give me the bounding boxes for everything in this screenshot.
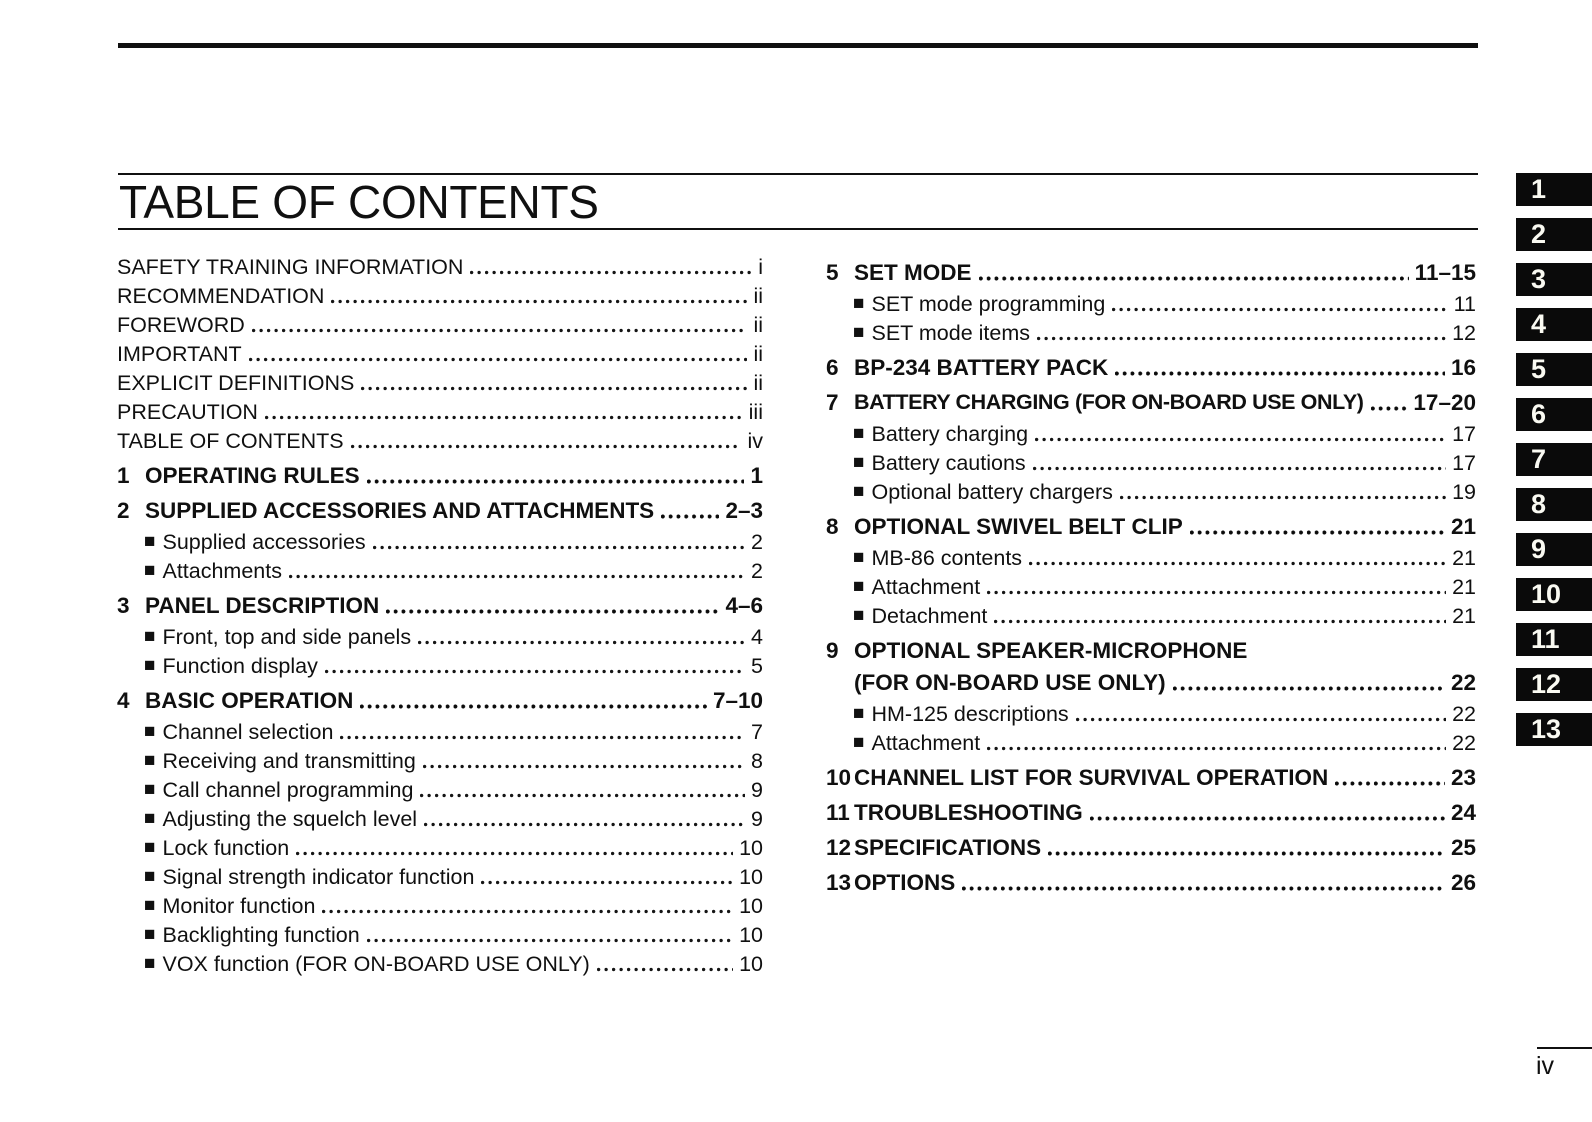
toc-subentry xyxy=(826,571,1476,600)
toc-subentry xyxy=(117,621,763,650)
bullet-square-icon: ■ xyxy=(144,808,156,829)
entry-label: FOREWORD xyxy=(117,313,245,337)
entry-label: OPTIONS xyxy=(854,870,956,895)
toc-subentry xyxy=(117,526,763,555)
toc-subentry xyxy=(117,650,763,679)
entry-page-number: 9 xyxy=(751,778,763,802)
dot-leader xyxy=(1371,406,1408,411)
dot-leader xyxy=(1120,495,1446,500)
dot-leader xyxy=(386,609,719,614)
bullet-square-icon: ■ xyxy=(144,866,156,887)
entry-label: RECOMMENDATION xyxy=(117,284,325,308)
entry-page-number: ii xyxy=(753,284,763,308)
entry-page-number: 21 xyxy=(1450,514,1476,539)
entry-label: TABLE OF CONTENTS xyxy=(117,429,344,453)
entry-page-number: 4–6 xyxy=(725,593,763,618)
dot-leader xyxy=(351,444,742,449)
entry-page-number: 7–10 xyxy=(712,688,763,713)
toc-front-entry xyxy=(117,280,763,309)
dot-leader xyxy=(1190,530,1445,535)
entry-page-number: 23 xyxy=(1450,765,1476,790)
dot-leader xyxy=(1035,437,1446,442)
toc-section-entry xyxy=(826,831,1476,861)
toc-section-entry xyxy=(117,459,763,489)
dot-leader xyxy=(1037,336,1446,341)
dot-leader xyxy=(1112,307,1447,312)
toc-subentry xyxy=(117,716,763,745)
bullet-square-icon: ■ xyxy=(853,605,865,626)
entry-page-number: 11–15 xyxy=(1414,260,1476,285)
entry-page-number: 26 xyxy=(1450,870,1476,895)
entry-label: SAFETY TRAINING INFORMATION xyxy=(117,255,464,279)
entry-page-number: 10 xyxy=(739,836,763,860)
entry-page-number: 2–3 xyxy=(725,498,763,523)
bullet-square-icon: ■ xyxy=(853,322,865,343)
dot-leader xyxy=(252,328,748,333)
section-number: 11 xyxy=(826,800,850,825)
bullet-square-icon: ■ xyxy=(853,547,865,568)
toc-subentry xyxy=(117,861,763,890)
entry-page-number: 10 xyxy=(739,894,763,918)
bullet-square-icon: ■ xyxy=(144,626,156,647)
entry-label: MB-86 contents xyxy=(871,546,1023,570)
entry-page-number: 22 xyxy=(1450,670,1476,695)
dot-leader xyxy=(1335,781,1445,786)
entry-page-number: 5 xyxy=(751,654,763,678)
section-number: 3 xyxy=(117,593,130,618)
entry-label: CHANNEL LIST FOR SURVIVAL OPERATION xyxy=(854,765,1329,790)
section-number: 9 xyxy=(826,638,839,663)
entry-label: BASIC OPERATION xyxy=(145,688,354,713)
entry-page-number: iv xyxy=(747,429,763,453)
toc-section-entry xyxy=(826,796,1476,826)
dot-leader xyxy=(597,967,733,972)
dot-leader xyxy=(296,851,733,856)
entry-label: OPERATING RULES xyxy=(145,463,360,488)
toc-subentry xyxy=(117,919,763,948)
bullet-square-icon: ■ xyxy=(144,895,156,916)
entry-label: OPTIONAL SPEAKER-MICROPHONE xyxy=(854,638,1248,663)
bullet-square-icon: ■ xyxy=(144,779,156,800)
toc-subentry xyxy=(117,745,763,774)
footer-rule xyxy=(1537,1047,1592,1049)
entry-label: BATTERY CHARGING (FOR ON-BOARD USE ONLY) xyxy=(854,390,1364,414)
chapter-tab-4: 4 xyxy=(1516,308,1592,341)
dot-leader xyxy=(661,514,719,519)
chapter-tab-6: 6 xyxy=(1516,398,1592,431)
entry-label: Lock function xyxy=(162,836,290,860)
dot-leader xyxy=(340,735,745,740)
page-top-rule xyxy=(118,43,1478,48)
bullet-square-icon: ■ xyxy=(144,953,156,974)
dot-leader xyxy=(470,270,752,275)
dot-leader xyxy=(361,386,747,391)
bullet-square-icon: ■ xyxy=(144,837,156,858)
entry-label: Call channel programming xyxy=(162,778,414,802)
bullet-square-icon: ■ xyxy=(144,924,156,945)
entry-label: OPTIONAL SWIVEL BELT CLIP xyxy=(854,514,1183,539)
section-number: 2 xyxy=(117,498,130,523)
toc-subentry xyxy=(117,555,763,584)
entry-page-number: 22 xyxy=(1452,731,1476,755)
section-number: 12 xyxy=(826,835,852,860)
dot-leader xyxy=(249,357,748,362)
entry-page-number: i xyxy=(758,255,763,279)
entry-page-number: 21 xyxy=(1452,604,1476,628)
section-number: 10 xyxy=(826,765,852,790)
entry-label: Monitor function xyxy=(162,894,316,918)
chapter-tab-2: 2 xyxy=(1516,218,1592,251)
toc-front-entry xyxy=(117,309,763,338)
chapter-tab-5: 5 xyxy=(1516,353,1592,386)
entry-label: Receiving and transmitting xyxy=(162,749,416,773)
section-number: 5 xyxy=(826,260,839,285)
bullet-square-icon: ■ xyxy=(144,560,156,581)
dot-leader xyxy=(1115,371,1445,376)
chapter-tab-3: 3 xyxy=(1516,263,1592,296)
entry-label: Attachments xyxy=(162,559,282,583)
toc-subentry xyxy=(826,542,1476,571)
entry-label: SUPPLIED ACCESSORIES AND ATTACHMENTS xyxy=(145,498,655,523)
section-number: 8 xyxy=(826,514,839,539)
dot-leader xyxy=(418,640,745,645)
entry-label: Attachment xyxy=(871,575,981,599)
entry-page-number: 10 xyxy=(739,923,763,947)
chapter-tab-9: 9 xyxy=(1516,533,1592,566)
entry-label: Function display xyxy=(162,654,318,678)
toc-section-entry xyxy=(826,386,1476,416)
entry-page-number: 11 xyxy=(1453,292,1476,316)
toc-front-entry xyxy=(117,425,763,454)
bullet-square-icon: ■ xyxy=(853,452,865,473)
entry-label: IMPORTANT xyxy=(117,342,242,366)
dot-leader xyxy=(373,545,745,550)
entry-page-number: ii xyxy=(753,313,763,337)
entry-label: Battery charging xyxy=(871,422,1029,446)
toc-front-entry xyxy=(117,367,763,396)
toc-subentry xyxy=(826,418,1476,447)
entry-page-number: 7 xyxy=(751,720,763,744)
toc-section-entry xyxy=(826,634,1476,664)
entry-page-number: 1 xyxy=(750,463,763,488)
page-title: TABLE OF CONTENTS xyxy=(119,176,599,228)
entry-page-number: 19 xyxy=(1452,480,1476,504)
chapter-tab-11: 11 xyxy=(1516,623,1592,656)
entry-page-number: 8 xyxy=(751,749,763,773)
toc-front-entry xyxy=(117,338,763,367)
dot-leader xyxy=(1048,851,1445,856)
entry-label: SET mode programming xyxy=(871,292,1106,316)
entry-page-number: 21 xyxy=(1452,546,1476,570)
dot-leader xyxy=(987,746,1446,751)
dot-leader xyxy=(420,793,745,798)
page-number: iv xyxy=(1536,1052,1555,1080)
entry-label: TROUBLESHOOTING xyxy=(854,800,1083,825)
entry-label: Adjusting the squelch level xyxy=(162,807,418,831)
section-number: 13 xyxy=(826,870,852,895)
dot-leader xyxy=(1033,466,1446,471)
entry-page-number: 10 xyxy=(739,865,763,889)
toc-section-entry xyxy=(117,589,763,619)
dot-leader xyxy=(1173,686,1445,691)
entry-label: EXPLICIT DEFINITIONS xyxy=(117,371,355,395)
toc-section-entry xyxy=(117,684,763,714)
dot-leader xyxy=(1076,717,1446,722)
entry-page-number: 2 xyxy=(751,530,763,554)
toc-section-entry xyxy=(826,351,1476,381)
dot-leader xyxy=(979,276,1409,281)
bullet-square-icon: ■ xyxy=(144,531,156,552)
dot-leader xyxy=(1029,561,1446,566)
bullet-square-icon: ■ xyxy=(853,703,865,724)
entry-page-number: 22 xyxy=(1452,702,1476,726)
chapter-tab-12: 12 xyxy=(1516,668,1592,701)
entry-page-number: iii xyxy=(748,400,763,424)
title-block xyxy=(118,173,1478,230)
toc-subentry xyxy=(117,948,763,977)
toc-subentry xyxy=(117,890,763,919)
entry-label: VOX function (FOR ON-BOARD USE ONLY) xyxy=(162,952,590,976)
entry-page-number: 16 xyxy=(1450,355,1476,380)
entry-label: SET MODE xyxy=(854,260,972,285)
dot-leader xyxy=(289,574,745,579)
entry-label: SPECIFICATIONS xyxy=(854,835,1042,860)
bullet-square-icon: ■ xyxy=(144,655,156,676)
dot-leader xyxy=(1090,816,1445,821)
dot-leader xyxy=(360,704,707,709)
entry-page-number: 17 xyxy=(1452,422,1476,446)
entry-page-number: 21 xyxy=(1452,575,1476,599)
entry-page-number: 12 xyxy=(1452,321,1476,345)
toc-column-left xyxy=(117,251,763,977)
toc-subentry xyxy=(826,727,1476,756)
toc-subentry xyxy=(826,288,1476,317)
entry-label: SET mode items xyxy=(871,321,1031,345)
dot-leader xyxy=(325,669,745,674)
toc-subentry xyxy=(826,476,1476,505)
chapter-tab-7: 7 xyxy=(1516,443,1592,476)
dot-leader xyxy=(367,938,733,943)
bullet-square-icon: ■ xyxy=(853,423,865,444)
chapter-tab-13: 13 xyxy=(1516,713,1592,746)
chapter-tab-1: 1 xyxy=(1516,173,1592,206)
entry-page-number: ii xyxy=(753,371,763,395)
bullet-square-icon: ■ xyxy=(853,576,865,597)
dot-leader xyxy=(481,880,733,885)
toc-column-right xyxy=(826,251,1476,898)
bullet-square-icon: ■ xyxy=(853,293,865,314)
entry-label: Channel selection xyxy=(162,720,334,744)
dot-leader xyxy=(424,822,745,827)
bullet-square-icon: ■ xyxy=(144,750,156,771)
entry-label: Attachment xyxy=(871,731,981,755)
entry-label: Signal strength indicator function xyxy=(162,865,475,889)
entry-label: HM-125 descriptions xyxy=(871,702,1069,726)
toc-section-entry xyxy=(117,494,763,524)
dot-leader xyxy=(265,415,743,420)
toc-subentry xyxy=(117,803,763,832)
section-number: 4 xyxy=(117,688,130,713)
entry-label: PANEL DESCRIPTION xyxy=(145,593,380,618)
entry-page-number: 25 xyxy=(1450,835,1476,860)
entry-page-number: 2 xyxy=(751,559,763,583)
toc-section-entry xyxy=(826,761,1476,791)
toc-section-entry xyxy=(826,256,1476,286)
toc-section-entry xyxy=(826,510,1476,540)
toc-subentry xyxy=(826,698,1476,727)
toc-front-entry xyxy=(117,396,763,425)
entry-label: Battery cautions xyxy=(871,451,1026,475)
entry-label: PRECAUTION xyxy=(117,400,258,424)
entry-label: (FOR ON-BOARD USE ONLY) xyxy=(854,670,1166,695)
toc-subentry xyxy=(826,317,1476,346)
toc-subentry xyxy=(117,832,763,861)
entry-page-number: 17 xyxy=(1452,451,1476,475)
chapter-tab-8: 8 xyxy=(1516,488,1592,521)
dot-leader xyxy=(987,590,1446,595)
entry-label: Front, top and side panels xyxy=(162,625,412,649)
toc-front-entry xyxy=(117,251,763,280)
dot-leader xyxy=(423,764,745,769)
chapter-tab-10: 10 xyxy=(1516,578,1592,611)
section-number: 6 xyxy=(826,355,839,380)
bullet-square-icon: ■ xyxy=(853,481,865,502)
section-number: 1 xyxy=(117,463,130,488)
toc-subentry xyxy=(826,600,1476,629)
toc-section-entry xyxy=(826,866,1476,896)
entry-label: Supplied accessories xyxy=(162,530,366,554)
entry-label: Detachment xyxy=(871,604,988,628)
entry-page-number: 4 xyxy=(751,625,763,649)
entry-page-number: 17–20 xyxy=(1413,390,1476,415)
dot-leader xyxy=(962,886,1445,891)
entry-label: BP-234 BATTERY PACK xyxy=(854,355,1109,380)
toc-subentry xyxy=(826,447,1476,476)
entry-page-number: 10 xyxy=(739,952,763,976)
bullet-square-icon: ■ xyxy=(853,732,865,753)
entry-page-number: ii xyxy=(753,342,763,366)
toc-section-entry-continued xyxy=(826,666,1476,696)
dot-leader xyxy=(331,299,747,304)
chapter-tab-bar xyxy=(1516,173,1592,758)
entry-page-number: 9 xyxy=(751,807,763,831)
dot-leader xyxy=(322,909,733,914)
entry-label: Backlighting function xyxy=(162,923,360,947)
entry-page-number: 24 xyxy=(1450,800,1476,825)
bullet-square-icon: ■ xyxy=(144,721,156,742)
dot-leader xyxy=(367,479,745,484)
toc-subentry xyxy=(117,774,763,803)
dot-leader xyxy=(994,619,1446,624)
section-number: 7 xyxy=(826,390,839,415)
entry-label: Optional battery chargers xyxy=(871,480,1113,504)
